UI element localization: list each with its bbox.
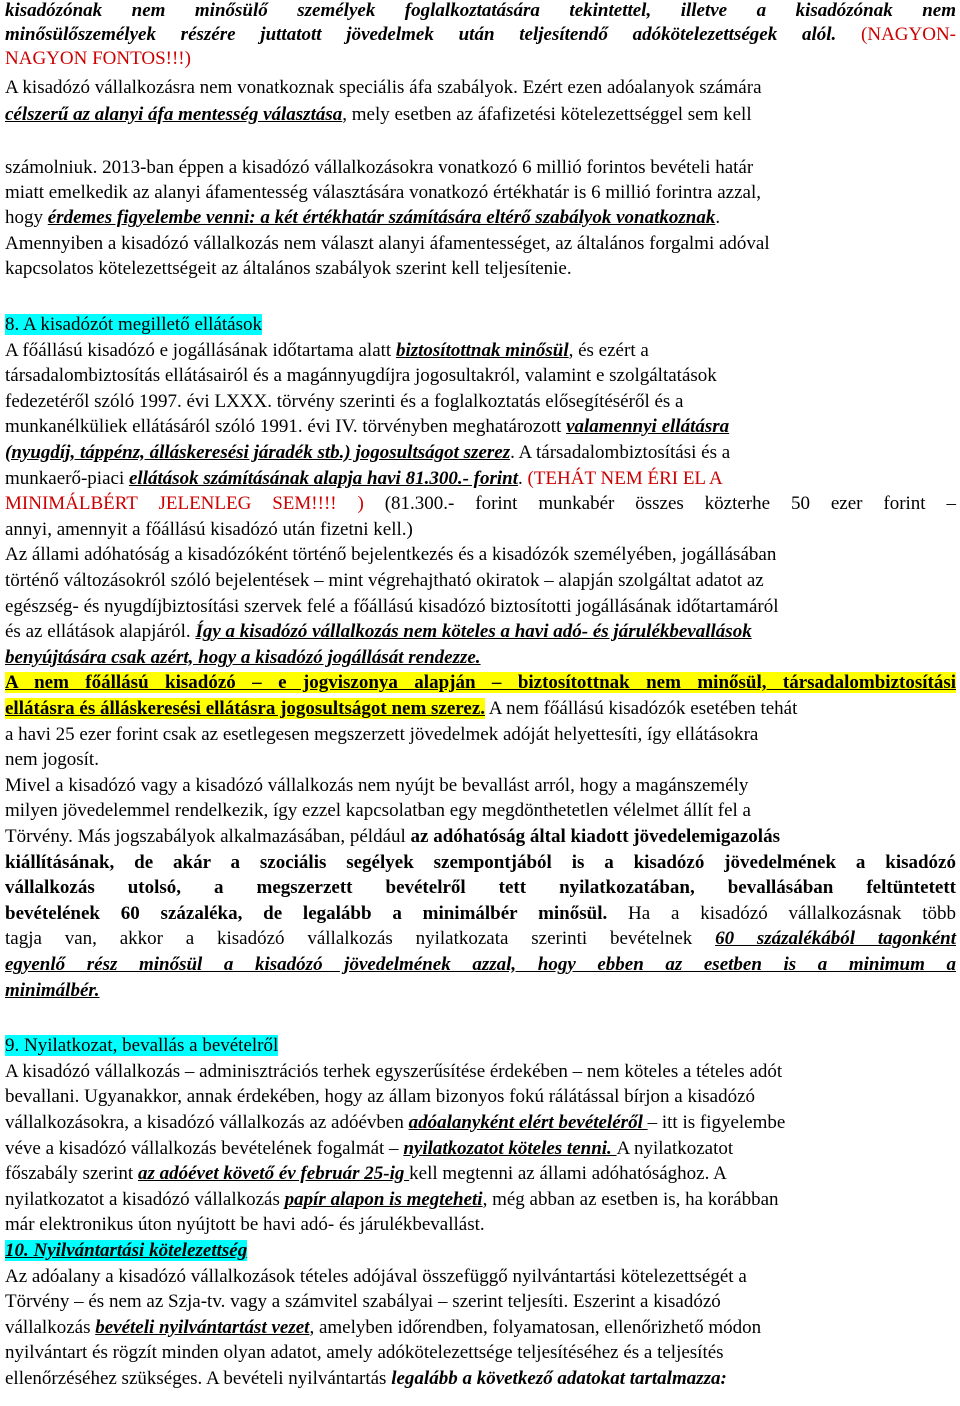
text-run: Amennyiben a kisadózó vállalkozás nem választ alanyi áfamentességet, az általános forgalmi adóval (5, 233, 770, 254)
text-line (5, 747, 956, 772)
text-line (5, 1366, 956, 1391)
text-line (5, 205, 956, 230)
text-run: A nem főállású kisadózók esetében tehát (485, 698, 798, 719)
text-run: egészség- és nyugdíjbiztosítási szervek felé a főállású kisadózó biztosítotti jogállásának időtartamáról (5, 596, 779, 617)
text-run: számolniuk. 2013-ban éppen a kisadózó vállalkozásokra vonatkozó 6 millió forintos bevételi határ (5, 157, 754, 178)
text-run: benyújtására csak azért, hogy a kisadózó jogállását rendezze. (5, 647, 481, 668)
text-run: (TEHÁT NEM ÉRI EL A (527, 468, 723, 489)
text-line (5, 619, 956, 644)
text-run: miatt emelkedik az alanyi áfamentesség választására vonatkozó értékhatár is 6 millió forintra azzal, (5, 182, 761, 203)
text-run: , még abban az esetben is, ha korábban (482, 1189, 779, 1210)
text-run: fedezetéről szóló 1997. évi LXXX. törvény szerinti és a foglalkoztatás elősegítéséről és a (5, 391, 684, 412)
text-line (5, 466, 956, 491)
text-run: milyen jövedelemmel rendelkezik, így ezzel kapcsolatban egy megdönthetetlen vélelmet állít fel a (5, 800, 751, 821)
text-line (5, 1110, 956, 1135)
text-run: (nyugdíj, táppénz, álláskeresési járadék stb.) jogosultságot szerez (5, 442, 511, 463)
text-run: főszabály szerint (5, 1163, 138, 1184)
text-run: , és ezért a (568, 340, 649, 361)
text-run: MINIMÁLBÉRT JELENLEG SEM!!!! ) (5, 493, 364, 514)
text-line (5, 1059, 956, 1084)
text-line (5, 542, 956, 567)
text-run: NAGYON FONTOS!!!) (5, 48, 191, 69)
text-line (5, 568, 956, 593)
text-run: Törvény – és nem az Szja-tv. vagy a számvitel szabályai – szerint teljesíti. Eszerint a kisadózó (5, 1291, 721, 1312)
text-run: Az állami adóhatóság a kisadózóként történő bejelentkezés és a kisadózók személyében, jogállásában (5, 544, 777, 565)
text-line (5, 722, 956, 747)
text-line (5, 1315, 956, 1340)
text-run: A kisadózó vállalkozásra nem vonatkoznak speciális áfa szabályok. Ezért ezen adóalanyok számára (5, 77, 762, 98)
text-run: adóalanyként elért bevételéről (408, 1112, 648, 1133)
text-run: nyilatkozatot köteles tenni. (403, 1138, 617, 1159)
text-run: 10. Nyilvántartási kötelezettség (5, 1240, 248, 1261)
text-line (5, 875, 956, 900)
text-run: annyi, amennyit a főállású kisadózó után fizetni kell.) (5, 519, 413, 540)
text-run: kisadózónak nem minősülő személyek foglalkoztatására tekintettel, illetve a kisadózónak nem (5, 0, 956, 21)
text-line (5, 517, 956, 542)
text-line (5, 901, 956, 926)
text-line (5, 155, 956, 180)
text-line (5, 1033, 956, 1058)
text-line (5, 1161, 956, 1186)
text-run: célszerű az alanyi áfa mentesség választása (5, 104, 343, 125)
text-run: Törvény. Más jogszabályok alkalmazásában, például (5, 826, 411, 847)
text-run: 8. A kisadózót megillető ellátások (5, 314, 262, 335)
text-run: biztosítottnak minősül (395, 340, 569, 361)
text-run: hogy (5, 207, 48, 228)
text-run: A nem főállású kisadózó – e jogviszonya alapján – biztosítottnak nem minősül, társadalombiztosítási (5, 672, 956, 693)
text-run: munkanélküliek ellátásáról szóló 1991. évi IV. törvényben meghatározott (5, 416, 567, 437)
text-line (5, 389, 956, 414)
text-run: minősülőszemélyek részére juttatott jövedelmek után teljesítendő adókötelezettségek alól. (5, 24, 862, 45)
text-line (5, 46, 956, 71)
text-line (5, 824, 956, 849)
text-run: nyilatkozatot a kisadózó vállalkozás (5, 1189, 285, 1210)
text-line (5, 231, 956, 256)
text-run: . (518, 468, 528, 489)
text-line (5, 0, 956, 23)
text-run: legalább a következő adatokat tartalmazza: (391, 1368, 727, 1389)
text-run: vállalkozás utolsó, a megszerzett bevételről tett nyilatkozatában, bevallásában feltüntetett (5, 877, 956, 898)
text-line (5, 75, 956, 100)
text-line (5, 1264, 956, 1289)
text-run: a havi 25 ezer forint csak az esetlegesen megszerzett jövedelmek adóját helyettesíti, így ellátásokra (5, 724, 759, 745)
text-line (5, 978, 956, 1003)
text-run: 9. Nyilatkozat, bevallás a bevételről (5, 1035, 279, 1056)
text-line (5, 773, 956, 798)
text-line (5, 338, 956, 363)
text-run: az adóhatóság által kiadott jövedelemigazolás (410, 826, 780, 847)
text-run: egyenlő rész minősül a kisadózó jövedelmének azzal, hogy ebben az esetben is a minimum a (5, 954, 956, 975)
text-run: , amelyben időrendben, folyamatosan, ellenőrizhető módon (309, 1317, 762, 1338)
text-run: (81.300.- forint munkabér összes közterhe 50 ezer forint – (363, 493, 956, 514)
text-run: már elektronikus úton nyújtott be havi adó- és járulékbevallást. (5, 1214, 485, 1235)
text-run: A főállású kisadózó e jogállásának időtartama alatt (5, 340, 396, 361)
text-line (5, 256, 956, 281)
text-run: nyilvántart és rögzít minden olyan adatot, amely adókötelezettsége teljesítéséhez és a teljesítés (5, 1342, 724, 1363)
text-line (5, 312, 956, 337)
text-line (5, 952, 956, 977)
text-run: A kisadózó vállalkozás – adminisztrációs terhek egyszerűsítése érdekében – nem köteles a tételes adót (5, 1061, 783, 1082)
text-line (5, 1340, 956, 1365)
text-run: (NAGYON- (861, 24, 956, 45)
text-line (5, 670, 956, 695)
text-line (5, 1289, 956, 1314)
text-run: – itt is figyelembe (647, 1112, 786, 1133)
text-run: történő változásokról szóló bejelentések – mint végrehajtható okiratok – alapján szolgáltat adatot az (5, 570, 764, 591)
text-line (5, 1238, 956, 1263)
text-run: az adóévet követő év február 25-ig (137, 1163, 410, 1184)
text-line (5, 1212, 956, 1237)
text-line (5, 180, 956, 205)
text-line (5, 645, 956, 670)
text-run: bevételi nyilvántartást vezet (95, 1317, 310, 1338)
text-run: és az ellátások alapjáról. (5, 621, 196, 642)
text-run: ellátások számításának alapja havi 81.300.- forint (128, 468, 518, 489)
text-run: . A társadalombiztosítási és a (510, 442, 731, 463)
text-run: Mivel a kisadózó vagy a kisadózó vállalkozás nem nyújt be bevallást arról, hogy a magánszemély (5, 775, 749, 796)
text-line (5, 798, 956, 823)
text-run: kell megtenni az állami adóhatósághoz. A (409, 1163, 727, 1184)
text-line (5, 1084, 956, 1109)
text-run: érdemes figyelembe venni: a két értékhatár számítására eltérő szabályok vonatkoznak (47, 207, 716, 228)
text-run: vállalkozás (5, 1317, 96, 1338)
text-line (5, 696, 956, 721)
text-run: bevallani. Ugyanakkor, annak érdekében, hogy az állam bizonyos fokú rálátással bírjon a kisadózó (5, 1086, 756, 1107)
text-line (5, 594, 956, 619)
text-run: , mely esetben az áfafizetési kötelezettséggel sem kell (342, 104, 752, 125)
text-run: minimálbér. (5, 980, 100, 1001)
text-line (5, 1136, 956, 1161)
text-line (5, 1187, 956, 1212)
text-run: Az adóalany a kisadózó vállalkozások tételes adójával összefüggő nyilvántartási kötelezettségét a (5, 1266, 747, 1287)
text-line (5, 440, 956, 465)
text-line (5, 414, 956, 439)
text-run: papír alapon is megteheti (284, 1189, 483, 1210)
text-run: 60 százalékából tagonként (715, 928, 956, 949)
text-run: vállalkozásokra, a kisadózó vállalkozás az adóévben (5, 1112, 409, 1133)
text-line (5, 926, 956, 951)
text-line (5, 102, 956, 127)
text-run: kiállításának, de akár a szociális segélyek szempontjából is a kisadózó jövedelmének a kisadózó (5, 852, 956, 873)
text-run: ellátásra és álláskeresési ellátásra jogosultságot nem szerez. (5, 698, 486, 719)
text-run: bevételének 60 százaléka, de legalább a minimálbér minősül. (5, 903, 608, 924)
text-run: munkaerő-piaci (5, 468, 129, 489)
text-run: ellenőrzéséhez szükséges. A bevételi nyilvántartás (5, 1368, 392, 1389)
text-run: társadalombiztosítás ellátásairól és a magánnyugdíjra jogosultakról, valamint e szolgáltatások (5, 365, 717, 386)
text-line (5, 363, 956, 388)
text-run: valamennyi ellátásra (566, 416, 730, 437)
text-run: tagja van, akkor a kisadózó vállalkozás nyilatkozata szerinti bevételnek (5, 928, 716, 949)
text-run: nem jogosít. (5, 749, 99, 770)
text-run: véve a kisadózó vállalkozás bevételének fogalmát – (5, 1138, 404, 1159)
text-run: kapcsolatos kötelezettségeit az általános szabályok szerint kell teljesítenie. (5, 258, 572, 279)
text-line (5, 491, 956, 516)
text-run: Így a kisadózó vállalkozás nem köteles a havi adó- és járulékbevallások (195, 621, 752, 642)
text-run: . (715, 207, 721, 228)
text-line (5, 850, 956, 875)
text-line (5, 22, 956, 47)
text-run: Ha a kisadózó vállalkozásnak több (607, 903, 956, 924)
text-run: A nyilatkozatot (616, 1138, 734, 1159)
